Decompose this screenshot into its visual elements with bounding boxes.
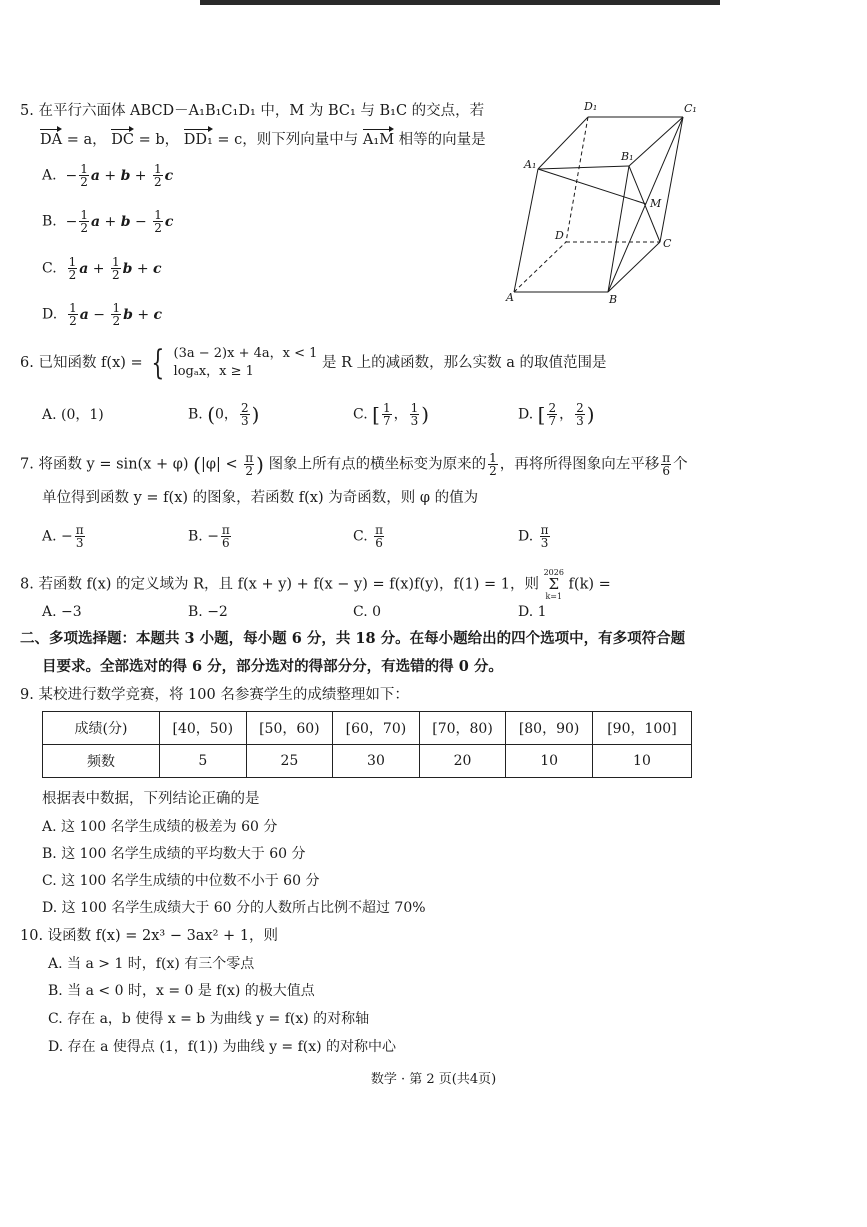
score-table <box>42 711 692 778</box>
q9-option-d: D. 这 100 名学生成绩大于 60 分的人数所占比例不超过 70% <box>42 900 426 916</box>
q5-option-d: D. $\frac{1}{2}$ a − $\frac{1}{2}$ b + c <box>42 301 163 328</box>
option-label: D. <box>42 306 58 323</box>
sum-lower: k=1 <box>545 592 563 601</box>
table-row <box>43 745 692 778</box>
table-cell: 频数 <box>43 745 160 778</box>
q5-option-b: B. − $\frac{1}{2}$ a + b − $\frac{1}{2}$ c <box>42 208 174 235</box>
table-cell: [40，50) <box>160 712 247 745</box>
q7-stem-line2: 单位得到函数 y = f(x) 的图象，若函数 f(x) 为奇函数，则 φ 的值为 <box>42 490 479 506</box>
q5-text: = a， <box>66 132 107 148</box>
sum-upper: 2026 <box>543 568 564 577</box>
q9-option-a: A. 这 100 名学生成绩的极差为 60 分 <box>42 819 278 835</box>
q10-option-c: C. 存在 a，b 使得 x = b 为曲线 y = f(x) 的对称轴 <box>48 1011 370 1027</box>
q7-stem-line1: 7. 将函数 y = sin(x + φ) (|φ| < $\frac{\pi}{2}$ ) 图象上所有点的横坐标变为原来的 $\frac{1}{2}$ ，再将所得图象向左平移 $\frac{\pi}{6}$ 个 <box>20 451 688 478</box>
piecewise-brace: { <box>151 343 165 383</box>
edge-b-c <box>608 242 660 292</box>
section2-heading: 二、多项选择题：本题共 3 小题，每小题 6 分，共 18 分。在每小题给出的四个选项中，有多项符合题 <box>20 630 686 647</box>
table-cell: 成绩(分) <box>43 712 160 745</box>
edge-c1-c <box>660 117 683 242</box>
option-label: B. − <box>188 528 219 545</box>
q7-option-b: B. − $\frac{\pi}{6}$ <box>188 523 230 550</box>
q6-text: 6. 已知函数 f(x) = <box>20 355 143 371</box>
table-cell: 10 <box>506 745 593 778</box>
q9-stem: 9. 某校进行数学竞赛，将 100 名参赛学生的成绩整理如下： <box>20 687 409 703</box>
q7-option-d: D. $\frac{\pi}{3}$ <box>518 523 549 550</box>
q8-option-a: A. −3 <box>42 604 82 620</box>
q5-stem-line2 <box>40 130 486 150</box>
table-cell: [50，60) <box>246 712 333 745</box>
label-d: D <box>555 229 564 242</box>
table-cell: [90，100] <box>592 712 691 745</box>
option-label: A. − <box>42 528 73 545</box>
q5-text: = c，则下列向量中与 <box>217 132 359 148</box>
label-d1: D₁ <box>584 100 598 113</box>
option-label: B. <box>42 213 57 230</box>
diagonal-b-c1 <box>608 117 683 292</box>
q10-option-d: D. 存在 a 使得点 (1，f(1)) 为曲线 y = f(x) 的对称中心 <box>48 1039 397 1055</box>
table-cell: [80，90) <box>506 712 593 745</box>
q10-option-b: B. 当 a < 0 时，x = 0 是 f(x) 的极大值点 <box>48 983 315 999</box>
q6-text: 是 R 上的减函数，那么实数 a 的取值范围是 <box>322 355 607 371</box>
q6-option-a: A. (0，1) <box>42 407 104 423</box>
q5-option-a: A. − $\frac{1}{2}$ a + b + $\frac{1}{2}$ c <box>42 162 174 189</box>
option-label: D. <box>518 406 534 423</box>
vector-da: DA <box>40 132 63 148</box>
q8-text: f(k) = <box>568 576 611 593</box>
page-footer: 数学 · 第 2 页(共4页) <box>370 1072 497 1087</box>
label-m: M <box>650 197 662 210</box>
table-cell: [70，80) <box>419 712 506 745</box>
section2-heading-cont: 目要求。全部选对的得 6 分，部分选对的得部分分，有选错的得 0 分。 <box>42 658 503 675</box>
q8-option-c: C. 0 <box>353 604 382 620</box>
q8-option-b: B. −2 <box>188 604 228 620</box>
q6-option-d: D. [ $\frac{2}{7}$ ， $\frac{2}{3}$ ) <box>518 401 595 428</box>
label-a: A <box>506 291 514 304</box>
piece-2: logₐx，x ≥ 1 <box>173 364 254 379</box>
parallelepiped-figure <box>496 96 706 311</box>
label-b1: B₁ <box>621 150 634 163</box>
q7-text: 个 <box>673 456 688 473</box>
edge-b1-b <box>608 166 629 292</box>
q6-stem <box>20 345 607 381</box>
edge-a1-b1 <box>538 166 629 169</box>
q7-text: ，再将所得图象向左平移 <box>499 456 660 473</box>
q9-lead: 根据表中数据，下列结论正确的是 <box>42 791 260 807</box>
option-label: C. <box>353 406 368 423</box>
q5-text: 相等的向量是 <box>398 132 486 148</box>
vector-dc: DC <box>111 132 134 148</box>
q8-text: 8. 若函数 f(x) 的定义域为 R，且 f(x + y) + f(x − y) = f(x)f(y)，f(1) = 1，则 <box>20 576 539 593</box>
table-cell: 5 <box>160 745 247 778</box>
table-cell: 20 <box>419 745 506 778</box>
option-label: A. <box>42 167 57 184</box>
q7-option-c: C. $\frac{\pi}{6}$ <box>353 523 384 550</box>
q7-text: 图象上所有点的横坐标变为原来的 <box>268 456 487 473</box>
vector-dd1: DD₁ <box>183 132 213 148</box>
piecewise-body <box>174 345 318 381</box>
q10-option-a: A. 当 a > 1 时，f(x) 有三个零点 <box>48 956 255 972</box>
option-label: B. <box>188 406 203 423</box>
q9-option-c: C. 这 100 名学生成绩的中位数不小于 60 分 <box>42 873 320 889</box>
edge-a1-a <box>514 169 538 292</box>
q6-option-c: C. [ $\frac{1}{7}$ ， $\frac{1}{3}$ ) <box>353 401 430 428</box>
table-cell: [60，70) <box>333 712 420 745</box>
label-c: C <box>663 237 672 250</box>
segment-a1-m <box>538 169 646 204</box>
q5-option-c: C. $\frac{1}{2}$ a + $\frac{1}{2}$ b + c <box>42 255 162 282</box>
option-label: D. <box>518 528 534 545</box>
table-header-row <box>43 712 692 745</box>
q6-option-b: B. (0， $\frac{2}{3}$ ) <box>188 401 260 428</box>
piece-1: (3a − 2)x + 4a，x < 1 <box>173 346 318 361</box>
label-c1: C₁ <box>684 102 697 115</box>
q8-stem <box>20 568 611 601</box>
table-cell: 25 <box>246 745 333 778</box>
vector-a1m: A₁M <box>362 132 395 148</box>
label-b: B <box>609 293 618 306</box>
option-label: C. <box>353 528 368 545</box>
q10-stem: 10. 设函数 f(x) = 2x³ − 3ax² + 1，则 <box>20 928 279 944</box>
option-label: C. <box>42 260 57 277</box>
table-cell: 10 <box>592 745 691 778</box>
q5-stem-line1: 5. 在平行六面体 ABCD－A₁B₁C₁D₁ 中，M 为 BC₁ 与 B₁C 的交点，若 <box>20 103 485 119</box>
label-a1: A₁ <box>524 158 537 171</box>
q9-option-b: B. 这 100 名学生成绩的平均数大于 60 分 <box>42 846 306 862</box>
q7-option-a: A. − $\frac{\pi}{3}$ <box>42 523 84 550</box>
q7-text: 7. 将函数 y = sin(x + φ) <box>20 456 189 473</box>
summation: 2026 Σ k=1 <box>543 568 564 601</box>
q8-option-d: D. 1 <box>518 604 547 620</box>
table-cell: 30 <box>333 745 420 778</box>
q5-text: = b， <box>138 132 180 148</box>
